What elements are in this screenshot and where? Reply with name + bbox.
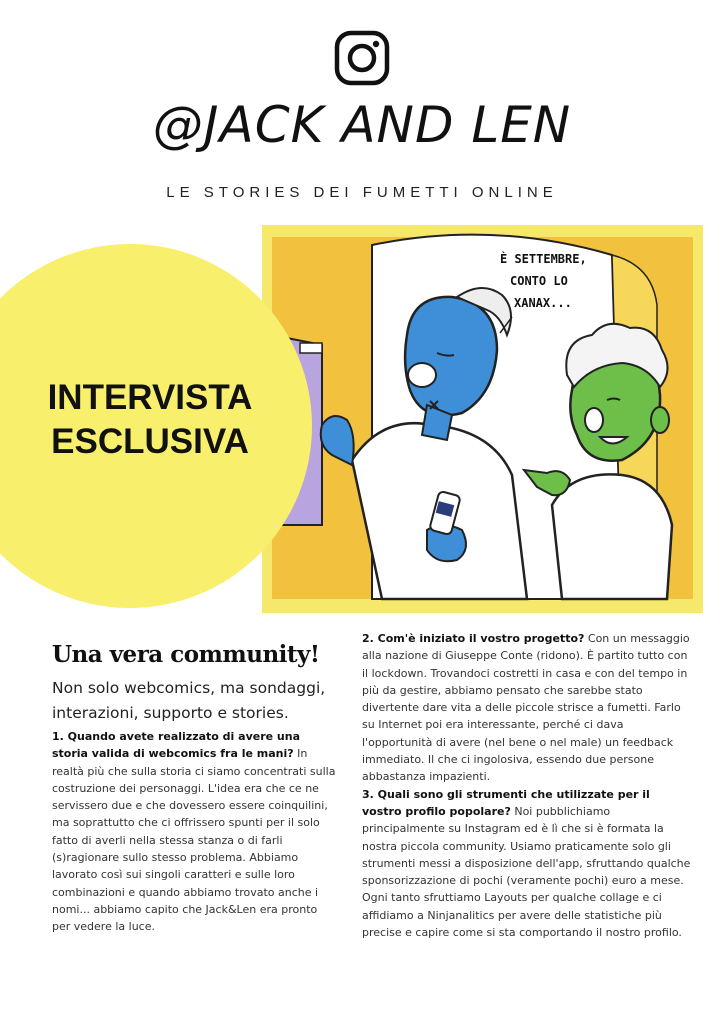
instagram-icon xyxy=(334,30,390,86)
answer-1: In realtà più che sulla storia ci siamo concentrati sulla costruzione dei personaggi. L'idea era che ce ne servissero due e che dovessero essere coinquilini, ma soprattutto che ci offrissero spunti per il solo fatto di averli nella stessa stanza o di farli (s)ragionare sullo stesso problema. Abbiamo lavorato così sui singoli caratteri e sulle loro combinazioni e quando abbiamo trovato anche i nomi... abbiamo capito che Jack&Len era pronto per vedere la luce. xyxy=(52,747,336,934)
article-column-left xyxy=(52,630,338,936)
comic-panel xyxy=(262,225,703,613)
speech-line-2: CONTO LO xyxy=(510,274,568,288)
question-3-title: 3. Quali sono gli strumenti che utilizzate per il vostro profilo popolare? xyxy=(362,787,650,818)
comic-illustration xyxy=(262,225,703,613)
question-1-title: 1. Quando avete realizzato di avere una storia valida di webcomics fra le mani? xyxy=(52,730,301,761)
question-2 xyxy=(362,630,692,786)
article-lead: Non solo webcomics, ma sondaggi, interazioni, supporto e stories. xyxy=(52,679,326,722)
question-1 xyxy=(52,728,338,936)
badge-line-1: INTERVISTA xyxy=(47,378,253,417)
question-2-title: 2. Com'è iniziato il vostro progetto? xyxy=(362,632,585,645)
question-3 xyxy=(362,786,692,942)
article-heading: Una vera community! xyxy=(52,641,320,668)
page-title: @JACK AND LEN xyxy=(152,96,572,154)
article-column-right xyxy=(362,630,692,941)
speech-line-3: XANAX... xyxy=(514,296,572,310)
exclusive-badge xyxy=(0,376,300,464)
answer-2: Con un messaggio alla nazione di Giuseppe Conte (ridono). È partito tutto con il lockdown. Trovandoci costretti in casa e con del tempo in più da gestire, abbiamo pensato che sarebbe stato divertente dare vita a delle piccole strisce a fumetti. Farlo su Internet poi era interessante, perché ci dava l'opportunità di avere (nel bene o nel male) un feedback immediato. Il che ci ingolosiva, essendo due persone abbastanza impazienti. xyxy=(362,632,690,784)
speech-line-1: È SETTEMBRE, xyxy=(500,252,587,266)
page-subtitle: LE STORIES DEI FUMETTI ONLINE xyxy=(166,184,558,201)
answer-3: Noi pubblichiamo principalmente su Instagram ed è lì che si è formata la nostra piccola community. Usiamo praticamente solo gli strumenti messi a disposizione dell'app, sfruttando qualche sponsorizzazione di pochi (veramente pochi) euro a mese. Ogni tanto sfruttiamo Layouts per qualche collage e ci affidiamo a Ninjanalitics per avere delle statistiche più precise e capire come si sta comportando il nostro profilo. xyxy=(362,804,691,940)
badge-line-2: ESCLUSIVA xyxy=(51,422,249,461)
